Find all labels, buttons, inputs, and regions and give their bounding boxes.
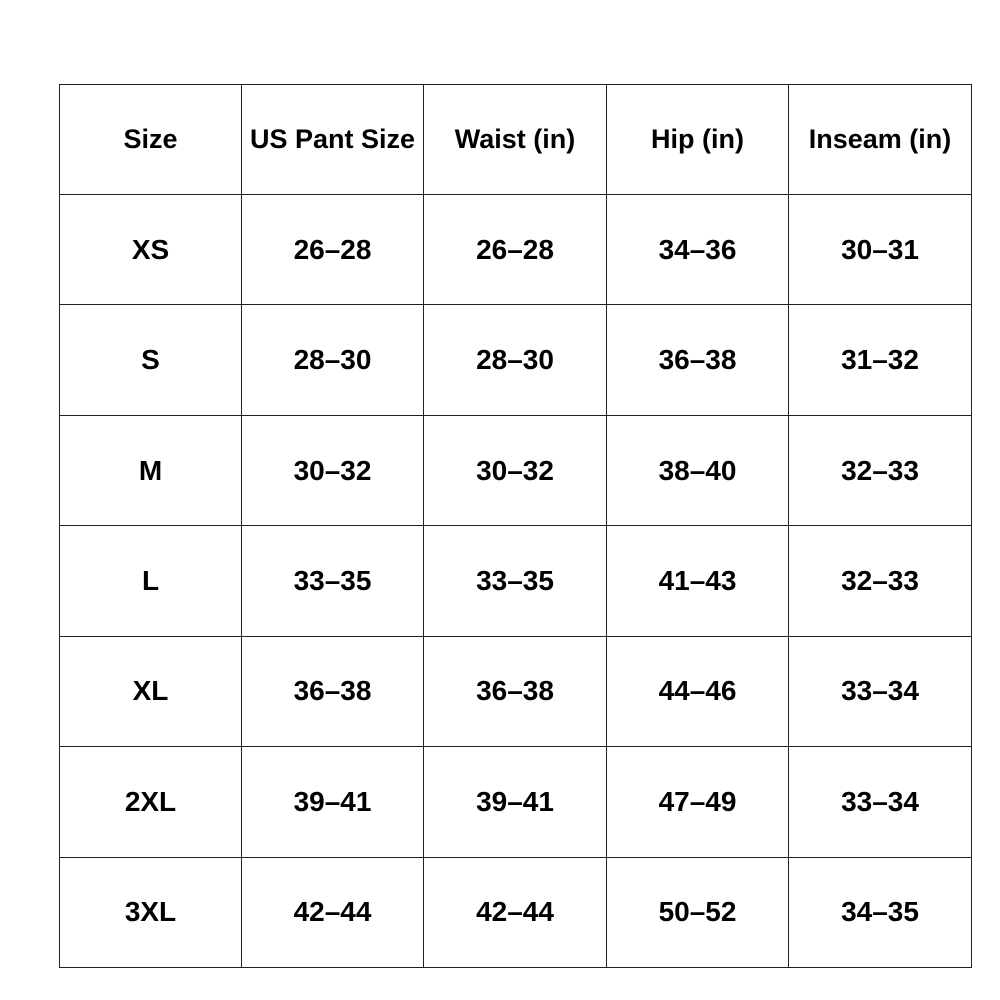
table-row xyxy=(60,305,972,415)
table-row xyxy=(60,747,972,857)
cell-size: XL xyxy=(60,636,242,746)
header-size: Size xyxy=(60,85,242,195)
header-row xyxy=(60,85,972,195)
cell-size: 2XL xyxy=(60,747,242,857)
cell-us-pant-size: 26–28 xyxy=(242,195,424,305)
cell-waist: 30–32 xyxy=(424,415,607,525)
header-waist: Waist (in) xyxy=(424,85,607,195)
cell-inseam: 30–31 xyxy=(789,195,972,305)
cell-inseam: 31–32 xyxy=(789,305,972,415)
table-body xyxy=(60,195,972,968)
table-row xyxy=(60,415,972,525)
cell-hip: 41–43 xyxy=(607,526,789,636)
cell-us-pant-size: 30–32 xyxy=(242,415,424,525)
cell-size: XS xyxy=(60,195,242,305)
cell-size: L xyxy=(60,526,242,636)
cell-waist: 36–38 xyxy=(424,636,607,746)
cell-hip: 50–52 xyxy=(607,857,789,967)
table-row xyxy=(60,526,972,636)
header-us-pant-size: US Pant Size xyxy=(242,85,424,195)
header-inseam: Inseam (in) xyxy=(789,85,972,195)
cell-size: S xyxy=(60,305,242,415)
cell-inseam: 32–33 xyxy=(789,415,972,525)
table-row xyxy=(60,195,972,305)
table-header xyxy=(60,85,972,195)
cell-waist: 42–44 xyxy=(424,857,607,967)
cell-size: M xyxy=(60,415,242,525)
table-row xyxy=(60,636,972,746)
cell-waist: 33–35 xyxy=(424,526,607,636)
cell-us-pant-size: 42–44 xyxy=(242,857,424,967)
size-chart-table xyxy=(59,84,972,968)
cell-hip: 47–49 xyxy=(607,747,789,857)
cell-hip: 38–40 xyxy=(607,415,789,525)
cell-inseam: 32–33 xyxy=(789,526,972,636)
table-row xyxy=(60,857,972,967)
cell-hip: 44–46 xyxy=(607,636,789,746)
cell-waist: 39–41 xyxy=(424,747,607,857)
cell-inseam: 34–35 xyxy=(789,857,972,967)
cell-inseam: 33–34 xyxy=(789,747,972,857)
cell-us-pant-size: 28–30 xyxy=(242,305,424,415)
cell-us-pant-size: 39–41 xyxy=(242,747,424,857)
cell-us-pant-size: 36–38 xyxy=(242,636,424,746)
header-hip: Hip (in) xyxy=(607,85,789,195)
cell-waist: 28–30 xyxy=(424,305,607,415)
cell-inseam: 33–34 xyxy=(789,636,972,746)
cell-size: 3XL xyxy=(60,857,242,967)
cell-hip: 36–38 xyxy=(607,305,789,415)
cell-waist: 26–28 xyxy=(424,195,607,305)
cell-us-pant-size: 33–35 xyxy=(242,526,424,636)
cell-hip: 34–36 xyxy=(607,195,789,305)
